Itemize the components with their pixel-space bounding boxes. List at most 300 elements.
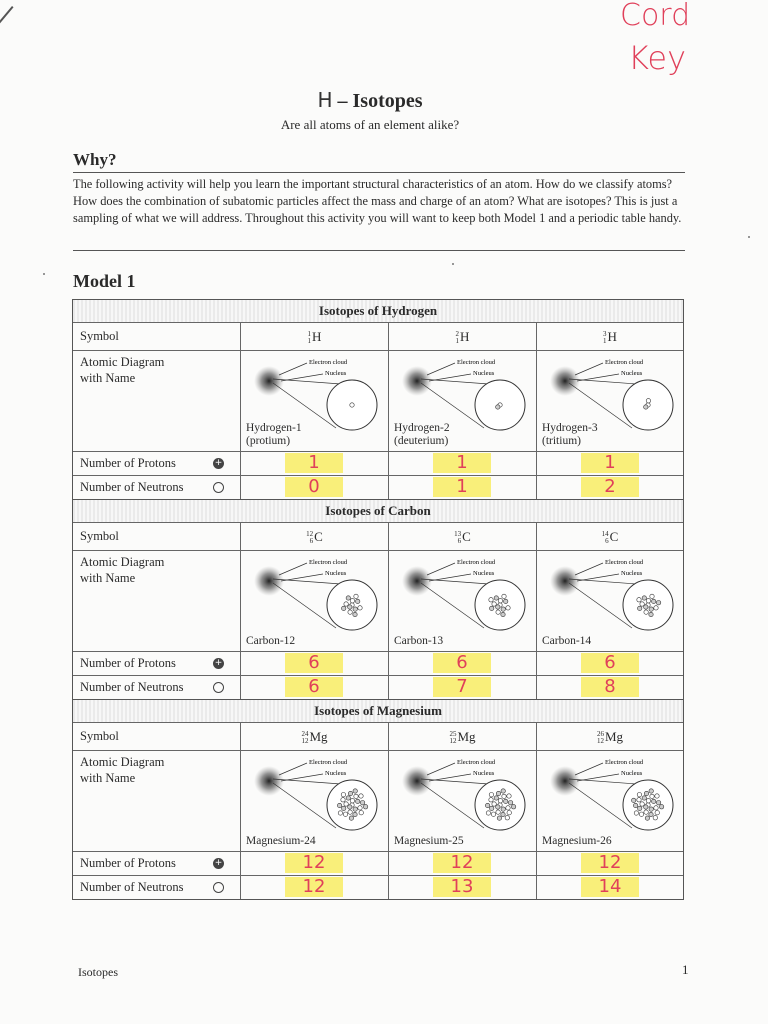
nucleon: [498, 599, 502, 603]
isotope-name-text: Magnesium-25: [394, 835, 464, 847]
isotope-name-text: Carbon-13: [394, 635, 444, 647]
row-label-line: Atomic Diagram: [80, 555, 165, 569]
protons-answer-cell[interactable]: [536, 452, 683, 475]
diagram-row: [73, 751, 683, 852]
atomic-number: 1: [603, 337, 607, 346]
speck: [452, 263, 454, 265]
element-symbol: C: [609, 529, 619, 544]
mass-number: 26: [596, 730, 604, 739]
pointer-line: [427, 563, 455, 575]
isotope-notation: [449, 731, 456, 745]
nucleon: [494, 596, 498, 600]
protons-answer: 12: [581, 853, 639, 873]
handwritten-note-key: Key: [628, 39, 687, 77]
mass-number: 13: [454, 530, 462, 539]
nucleon: [348, 605, 352, 609]
proton-marker-icon: +: [214, 858, 223, 868]
neutrons-label: Number of Neutrons: [80, 880, 184, 894]
nucleon: [492, 602, 496, 606]
proton-marker-icon: +: [214, 658, 223, 668]
isotope-name: [542, 635, 591, 648]
mass-number: 14: [601, 530, 609, 539]
row-label-line: with Name: [80, 571, 136, 585]
isotope-notation: [603, 331, 607, 345]
nucleon: [644, 405, 648, 409]
nucleon: [363, 805, 367, 809]
electron-cloud-label: Electron cloud: [309, 759, 348, 766]
mass-number: 2: [455, 330, 460, 339]
electron-cloud: [254, 766, 284, 796]
nucleon: [496, 810, 500, 814]
nucleon: [650, 594, 654, 598]
nucleon: [642, 796, 646, 800]
isotope-symbol: [388, 723, 536, 750]
nucleus-label: Nucleus: [621, 570, 643, 577]
nucleon: [511, 805, 515, 809]
nucleon: [348, 810, 352, 814]
row-label: [73, 676, 240, 699]
nucleon: [353, 607, 357, 611]
protons-label: Number of Protons: [80, 456, 176, 470]
page-subtitle: Are all atoms of an element alike?: [280, 117, 460, 132]
nucleon: [492, 802, 496, 806]
row-label: [73, 351, 240, 451]
nucleon: [655, 794, 659, 798]
row-label-line: Atomic Diagram: [80, 355, 165, 369]
diagram-row: [73, 351, 683, 452]
mass-number: 25: [449, 730, 457, 739]
neutrons-label: Number of Neutrons: [80, 480, 184, 494]
pointer-line: [427, 763, 455, 775]
row-label: Symbol: [80, 329, 119, 343]
nucleon: [341, 798, 345, 802]
mass-number: 24: [301, 730, 309, 739]
isotope-notation: [602, 531, 609, 545]
nucleon: [644, 610, 648, 614]
element-symbol: H: [312, 329, 322, 344]
atomic-diagram-cell: [240, 551, 388, 651]
page-number: 1: [682, 962, 689, 977]
nucleon: [654, 606, 658, 610]
neutrons-answer-cell[interactable]: [536, 876, 683, 899]
nucleon: [652, 599, 656, 603]
protons-answer: 12: [285, 853, 343, 873]
atomic-diagram-cell: [240, 751, 388, 851]
mass-number: 3: [603, 330, 607, 339]
neutrons-answer-cell[interactable]: [240, 676, 388, 699]
element-symbol: Mg: [309, 729, 328, 744]
isotope-symbol: [536, 323, 683, 350]
divider: [73, 172, 685, 173]
nucleon: [350, 403, 354, 407]
nucleon: [505, 816, 509, 820]
row-label: [73, 652, 240, 675]
nucleon: [502, 594, 506, 598]
pointer-line: [575, 363, 603, 375]
electron-cloud-label: Electron cloud: [605, 359, 644, 366]
isotope-symbol: [240, 723, 388, 750]
isotope-section: [73, 699, 683, 899]
isotope-name-text: Hydrogen-3: [542, 422, 598, 434]
isotope-name-text: Carbon-12: [246, 635, 296, 647]
electron-cloud-label: Electron cloud: [457, 759, 496, 766]
protons-answer: 1: [285, 453, 343, 473]
nucleon: [353, 807, 357, 811]
element-symbol: C: [462, 529, 471, 544]
nucleon: [358, 806, 362, 810]
nucleon: [356, 799, 360, 803]
isotope-name-text: Magnesium-24: [246, 835, 316, 847]
protons-answer-cell[interactable]: [536, 852, 683, 875]
isotope-name: [246, 422, 302, 448]
neutrons-row: [73, 676, 683, 699]
nucleon: [343, 812, 347, 816]
neutron-marker-icon: [213, 682, 224, 693]
nucleon: [646, 599, 650, 603]
isotope-notation: [301, 731, 308, 745]
element-symbol: Mg: [457, 729, 476, 744]
electron-cloud: [402, 566, 432, 596]
nucleon: [341, 793, 345, 797]
protons-answer: 6: [433, 653, 491, 673]
element-symbol: H: [607, 329, 617, 344]
isotope-section: [73, 300, 683, 499]
nucleon: [344, 602, 348, 606]
nucleon: [342, 606, 346, 610]
divider: [73, 250, 685, 251]
electron-cloud: [402, 766, 432, 796]
atomic-number: 12: [301, 737, 309, 746]
neutrons-row: [73, 876, 683, 899]
nucleon: [501, 789, 505, 793]
nucleus-label: Nucleus: [325, 770, 347, 777]
nucleon: [338, 811, 342, 815]
nucleon: [649, 807, 653, 811]
isotope-symbol: [388, 523, 536, 550]
nucleon: [645, 816, 649, 820]
electron-cloud-label: Electron cloud: [605, 559, 644, 566]
pointer-line: [427, 363, 455, 375]
nucleon: [653, 816, 657, 820]
protons-answer: 6: [285, 653, 343, 673]
nucleon: [354, 594, 358, 598]
nucleon: [491, 812, 495, 816]
pointer-line: [279, 563, 307, 575]
protons-answer-cell[interactable]: [388, 452, 536, 475]
nucleon: [504, 599, 508, 603]
neutrons-answer: 1: [433, 477, 491, 497]
speck: [748, 236, 750, 238]
nucleon: [337, 803, 341, 807]
protons-answer-cell[interactable]: [388, 652, 536, 675]
protons-row: [73, 452, 683, 476]
isotope-notation: [454, 531, 461, 545]
nucleon: [640, 602, 644, 606]
nucleon: [507, 811, 511, 815]
nucleon: [359, 794, 363, 798]
neutrons-answer-cell[interactable]: [536, 676, 683, 699]
neutrons-answer: 2: [581, 477, 639, 497]
nucleon: [646, 399, 650, 403]
nucleon: [489, 793, 493, 797]
nucleon: [353, 789, 357, 793]
neutrons-answer-cell[interactable]: [240, 476, 388, 499]
neutron-marker-icon: [213, 482, 224, 493]
isotope-symbol: [240, 323, 388, 350]
isotope-name-text: Hydrogen-2: [394, 422, 450, 434]
neutrons-answer-cell[interactable]: [536, 476, 683, 499]
why-heading: Why?: [73, 150, 117, 169]
isotope-alt-name: (tritium): [542, 435, 581, 447]
protons-answer: 1: [581, 453, 639, 473]
protons-label: Number of Protons: [80, 656, 176, 670]
isotope-name: [394, 835, 464, 848]
nucleon: [350, 599, 354, 603]
electron-cloud-label: Electron cloud: [457, 559, 496, 566]
nucleus-label: Nucleus: [621, 770, 643, 777]
isotope-name: [246, 635, 295, 648]
nucleon: [504, 799, 508, 803]
neutrons-answer: 8: [581, 677, 639, 697]
electron-cloud: [550, 766, 580, 796]
nucleon: [649, 812, 653, 816]
atomic-number: 12: [596, 737, 604, 746]
nucleon: [353, 812, 357, 816]
atomic-diagram-cell: [536, 751, 683, 851]
atomic-number: 1: [307, 337, 312, 346]
row-label: [73, 452, 240, 475]
nucleon: [360, 801, 364, 805]
mass-number: 1: [307, 330, 312, 339]
isotope-alt-name: (deuterium): [394, 435, 449, 447]
electron-cloud: [550, 366, 580, 396]
nucleon: [644, 805, 648, 809]
neutrons-answer-cell[interactable]: [388, 676, 536, 699]
footer-label: Isotopes: [78, 965, 118, 979]
nucleon: [659, 805, 663, 809]
nucleon: [640, 802, 644, 806]
nucleon: [507, 794, 511, 798]
speck: [43, 273, 45, 275]
nucleon: [638, 606, 642, 610]
neutrons-answer-cell[interactable]: [388, 476, 536, 499]
isotope-name: [542, 835, 612, 848]
nucleon: [496, 610, 500, 614]
nucleon: [656, 801, 660, 805]
nucleus-label: Nucleus: [473, 570, 495, 577]
nucleon: [639, 812, 643, 816]
neutrons-answer: 7: [433, 677, 491, 697]
nucleon: [506, 806, 510, 810]
nucleon: [649, 607, 653, 611]
nucleon: [637, 798, 641, 802]
nucleon: [353, 612, 357, 616]
isotope-notation: [306, 531, 313, 545]
handwritten-element-symbol: H: [317, 88, 333, 112]
atomic-number: 6: [309, 537, 314, 546]
electron-cloud: [402, 366, 432, 396]
title-text: – Isotopes: [337, 90, 423, 112]
handwritten-note-cord: Cord: [620, 0, 691, 33]
atomic-diagram-cell: [388, 351, 536, 451]
neutrons-answer-cell[interactable]: [388, 876, 536, 899]
isotope-notation: [456, 331, 460, 345]
isotope-name: [394, 635, 443, 648]
symbol-row: [73, 323, 683, 351]
nucleon: [637, 598, 641, 602]
protons-answer-cell[interactable]: [240, 452, 388, 475]
protons-answer-cell[interactable]: [240, 852, 388, 875]
neutron-marker-icon: [213, 882, 224, 893]
row-label: [73, 852, 240, 875]
neutrons-answer: 12: [285, 877, 343, 897]
page-title: [0, 88, 740, 113]
isotope-section: [73, 499, 683, 699]
nucleon: [354, 794, 358, 798]
nucleon: [348, 805, 352, 809]
protons-row: [73, 652, 683, 676]
neutrons-answer: 13: [433, 877, 491, 897]
isotope-notation: [308, 331, 312, 345]
atomic-diagram-cell: [240, 351, 388, 451]
nucleon: [359, 811, 363, 815]
atomic-number: 6: [605, 537, 609, 546]
protons-answer: 12: [433, 853, 491, 873]
nucleus-label: Nucleus: [621, 370, 643, 377]
element-symbol: Mg: [604, 729, 624, 744]
nucleon: [490, 806, 494, 810]
nucleon: [649, 612, 653, 616]
isotope-name-text: Carbon-14: [542, 635, 592, 647]
isotope-alt-name: (protium): [246, 435, 291, 447]
element-symbol: H: [460, 329, 470, 344]
nucleon: [346, 796, 350, 800]
why-paragraph: The following activity will help you learn the important structural characteristics of an atom. How do we classify atoms? How does the combination of subatomic particles affect the mass and charge of an atom? What are isotopes? This is just a sampling of what we will address. Throughout this activity you will want to keep both Model 1 and a periodic table handy.: [73, 177, 682, 225]
nucleon: [508, 801, 512, 805]
nucleon: [644, 810, 648, 814]
nucleon: [502, 794, 506, 798]
nucleon: [501, 612, 505, 616]
isotope-table: [72, 299, 684, 900]
nucleon: [637, 793, 641, 797]
protons-answer-cell[interactable]: [536, 652, 683, 675]
electron-cloud: [550, 566, 580, 596]
pointer-line: [279, 763, 307, 775]
row-label: [73, 476, 240, 499]
nucleus-label: Nucleus: [325, 570, 347, 577]
isotope-symbol: [536, 523, 683, 550]
neutrons-row: [73, 476, 683, 499]
row-label: [73, 751, 240, 851]
electron-cloud-label: Electron cloud: [457, 359, 496, 366]
nucleon: [496, 805, 500, 809]
diagram-row: [73, 551, 683, 652]
atomic-diagram-cell: [536, 351, 683, 451]
atomic-number: 1: [455, 337, 460, 346]
nucleon: [650, 794, 654, 798]
row-label: [73, 551, 240, 651]
neutrons-answer: 0: [285, 477, 343, 497]
section-title: Isotopes of Carbon: [73, 500, 683, 523]
protons-answer-cell[interactable]: [240, 652, 388, 675]
nucleon: [344, 802, 348, 806]
row-label-line: with Name: [80, 771, 136, 785]
nucleon: [644, 605, 648, 609]
atomic-diagram-cell: [388, 751, 536, 851]
isotope-symbol: [536, 723, 683, 750]
protons-answer: 1: [433, 453, 491, 473]
isotope-name-text: Hydrogen-1: [246, 422, 302, 434]
nucleon: [490, 606, 494, 610]
row-label: Symbol: [80, 729, 119, 743]
neutrons-label: Number of Neutrons: [80, 680, 184, 694]
nucleon: [356, 599, 360, 603]
neutrons-answer: 6: [285, 677, 343, 697]
nucleon: [654, 806, 658, 810]
nucleus-label: Nucleus: [473, 370, 495, 377]
electron-cloud-label: Electron cloud: [605, 759, 644, 766]
model-heading: Model 1: [73, 271, 136, 291]
row-label: [73, 876, 240, 899]
nucleon: [489, 598, 493, 602]
nucleon: [655, 811, 659, 815]
mass-number: 12: [306, 530, 314, 539]
nucleon: [496, 605, 500, 609]
protons-row: [73, 852, 683, 876]
nucleus-label: Nucleus: [325, 370, 347, 377]
nucleon: [349, 816, 353, 820]
row-label-line: Atomic Diagram: [80, 755, 165, 769]
row-label-line: with Name: [80, 371, 136, 385]
nucleon: [348, 610, 352, 614]
pointer-line: [575, 763, 603, 775]
nucleon: [652, 799, 656, 803]
neutrons-answer-cell[interactable]: [240, 876, 388, 899]
element-symbol: C: [314, 529, 323, 544]
nucleon: [501, 607, 505, 611]
electron-cloud-label: Electron cloud: [309, 359, 348, 366]
atomic-diagram-cell: [388, 551, 536, 651]
symbol-row: [73, 523, 683, 551]
nucleon: [358, 606, 362, 610]
electron-cloud-label: Electron cloud: [309, 559, 348, 566]
nucleon: [649, 789, 653, 793]
atomic-diagram-cell: [536, 551, 683, 651]
pen-slash-mark: [0, 6, 14, 43]
nucleon: [634, 811, 638, 815]
protons-answer-cell[interactable]: [388, 852, 536, 875]
row-label: Symbol: [80, 529, 119, 543]
nucleon: [497, 816, 501, 820]
nucleon: [496, 405, 500, 409]
atomic-number: 6: [457, 537, 462, 546]
symbol-row: [73, 723, 683, 751]
electron-cloud: [254, 366, 284, 396]
protons-label: Number of Protons: [80, 856, 176, 870]
section-title: Isotopes of Hydrogen: [73, 300, 683, 323]
nucleon: [506, 606, 510, 610]
nucleon: [494, 796, 498, 800]
nucleon: [646, 799, 650, 803]
isotope-name: [394, 422, 450, 448]
pointer-line: [279, 363, 307, 375]
nucleon: [501, 812, 505, 816]
isotope-notation: [597, 731, 604, 745]
nucleon: [346, 596, 350, 600]
isotope-name: [246, 835, 316, 848]
isotope-symbol: [388, 323, 536, 350]
pointer-line: [575, 563, 603, 575]
